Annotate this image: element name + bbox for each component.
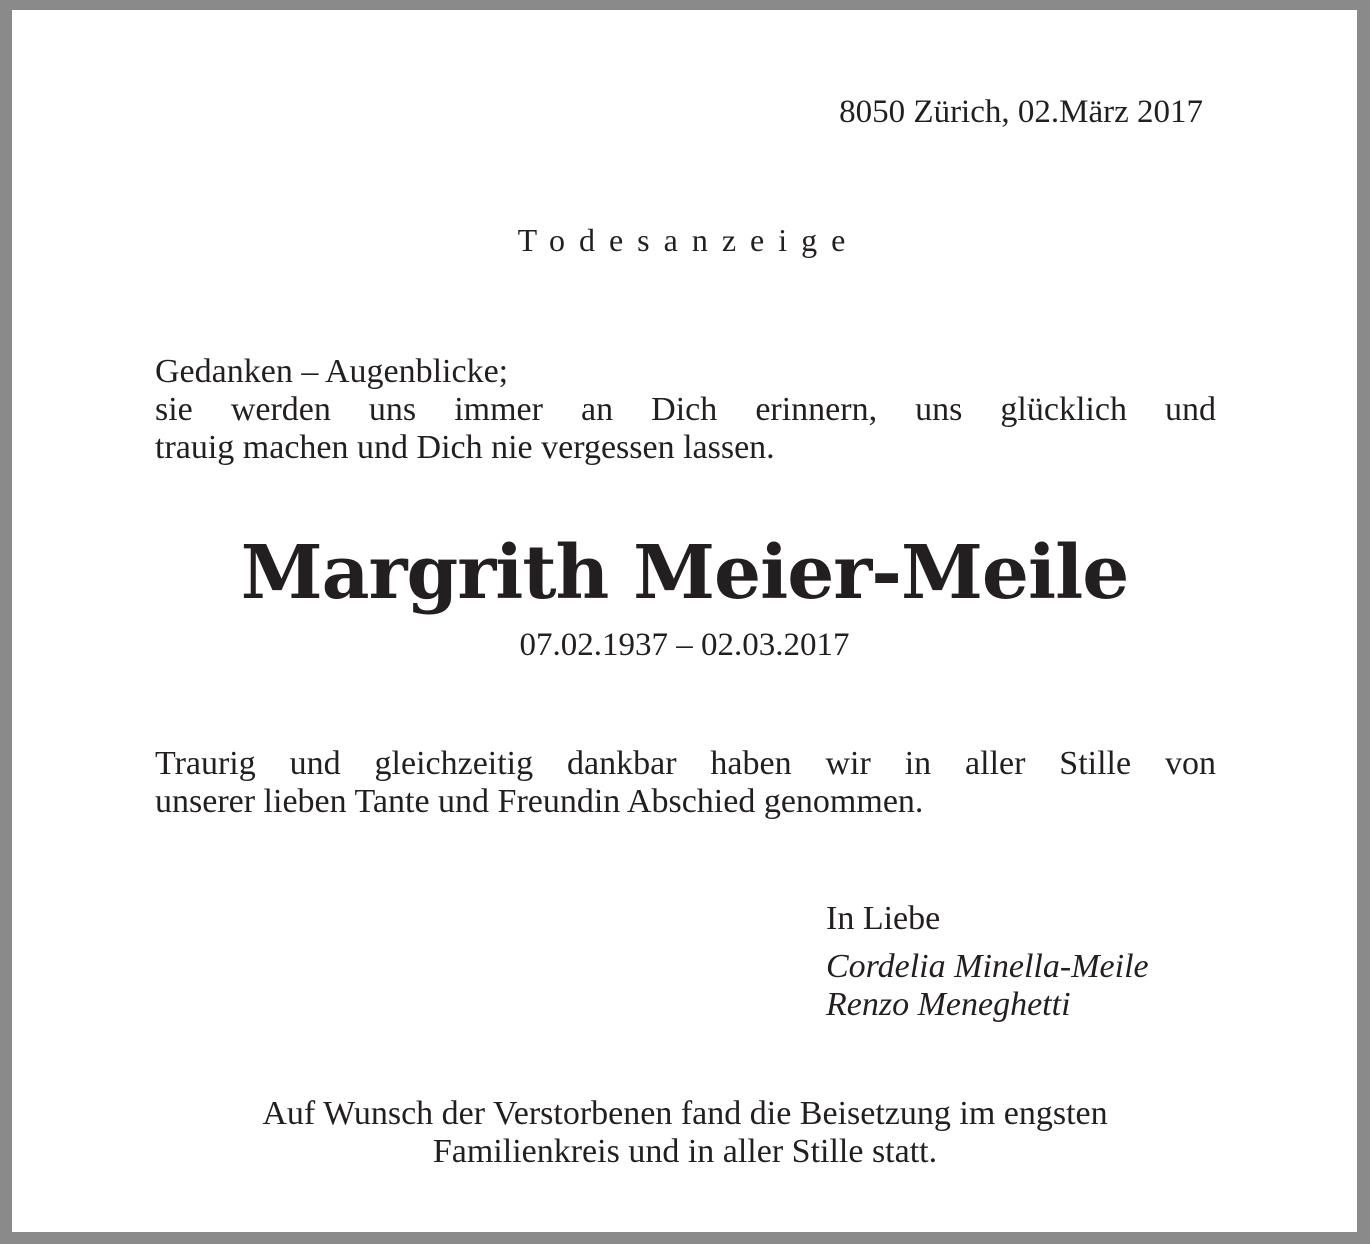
burial-note-line: Auf Wunsch der Verstorbenen fand die Beisetzung im engsten: [262, 1095, 1108, 1132]
verse-line: sie werden uns immer an Dich erinnern, uns glücklich und: [155, 391, 1216, 428]
signatory-name: Cordelia Minella-Meile: [826, 948, 1149, 985]
death-notice-page: [12, 10, 1357, 1232]
place-and-date: 8050 Zürich, 02.März 2017: [839, 94, 1203, 130]
message-line: Traurig und gleichzeitig dankbar haben wir in aller Stille von: [155, 745, 1216, 782]
burial-note: [0, 1095, 1370, 1171]
verse-line: Gedanken – Augenblicke;: [155, 353, 509, 390]
verse-line: trauig machen und Dich nie vergessen lassen.: [155, 429, 775, 466]
burial-note-line: Familienkreis und in aller Stille statt.: [432, 1133, 938, 1170]
closing-phrase: In Liebe: [826, 900, 941, 937]
deceased-name: Margrith Meier-Meile: [240, 530, 1129, 616]
life-dates: 07.02.1937 – 02.03.2017: [519, 627, 850, 663]
message-line: unserer lieben Tante und Freundin Abschied genommen.: [155, 783, 924, 820]
farewell-message: [155, 745, 1216, 821]
notice-heading: Todesanzeige: [517, 222, 860, 258]
signatories: [826, 948, 1149, 1024]
signatory-name: Renzo Meneghetti: [826, 986, 1071, 1023]
memorial-verse: [155, 353, 1216, 467]
